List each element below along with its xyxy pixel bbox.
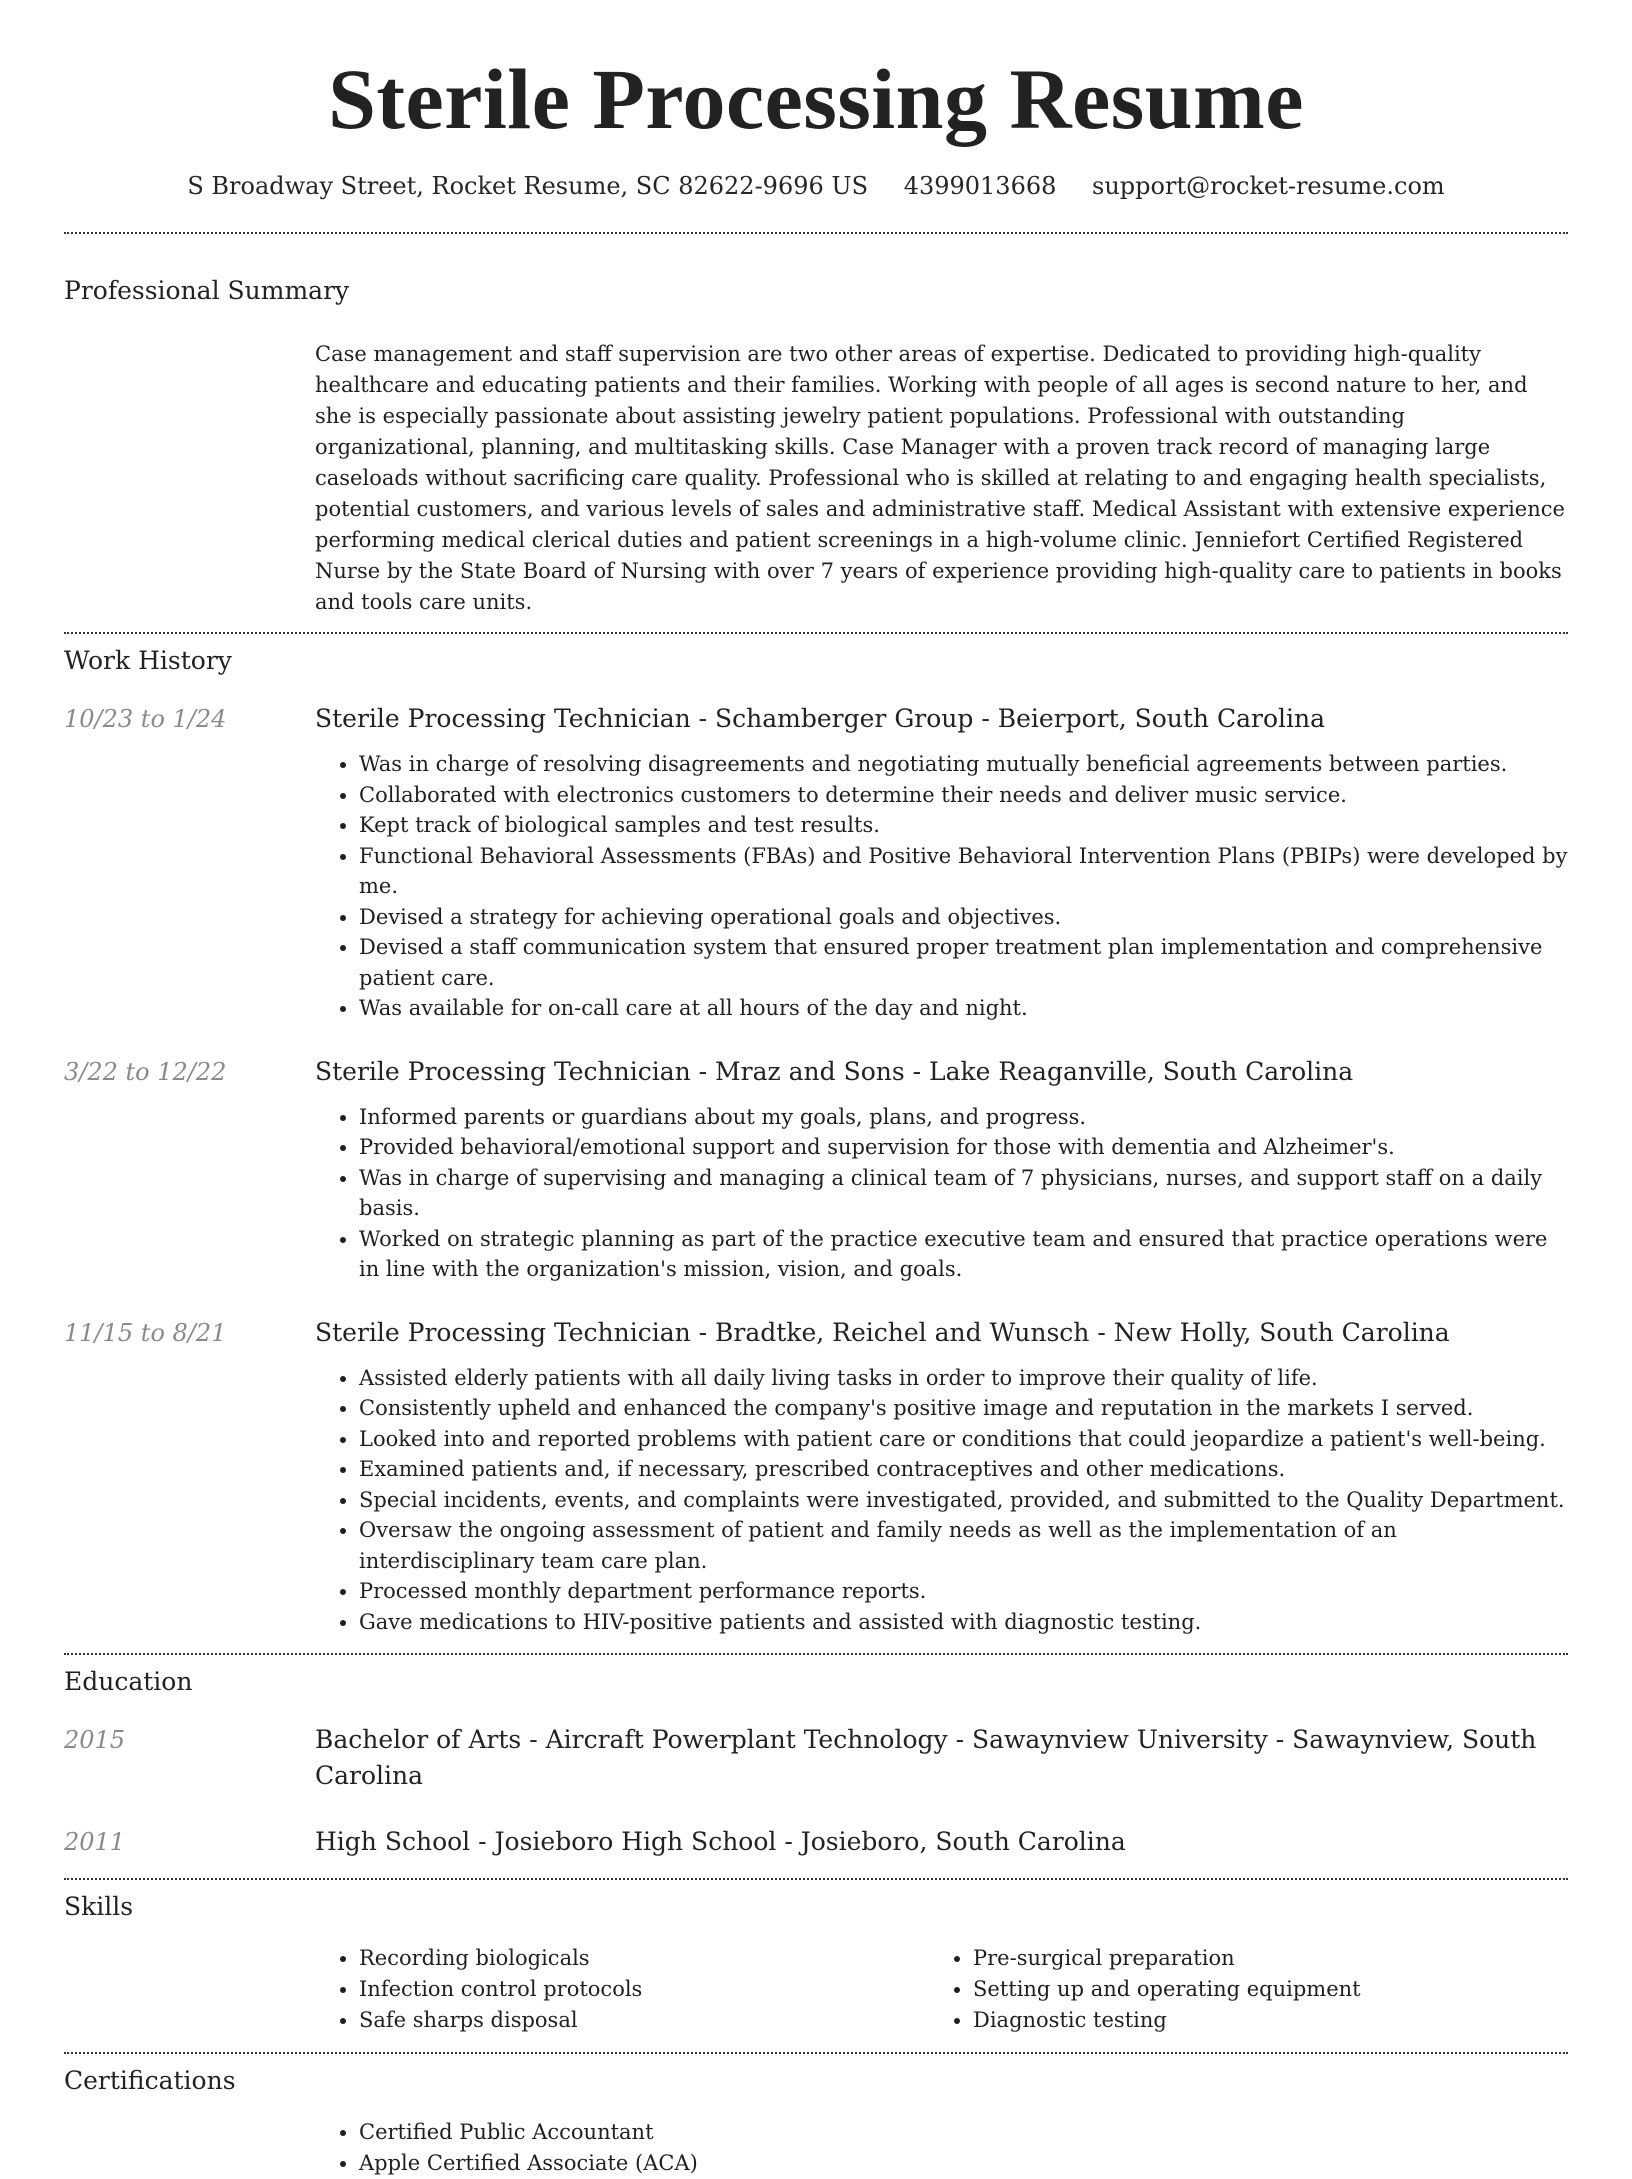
education-entry: [64, 1722, 1568, 1794]
contact-line: [64, 172, 1568, 200]
section-title-certifications: Certifications: [64, 2066, 236, 2095]
skill-item: • Recording biologicals: [359, 1943, 929, 1974]
skills-list-right: [929, 1943, 1543, 2036]
resume-page: [64, 0, 1568, 2179]
work-bullet-list: [315, 1363, 1568, 1638]
section-divider: [64, 632, 1568, 634]
work-date: 3/22 to 12/22: [64, 1057, 227, 1086]
work-bullet: • Worked on strategic planning as part of the practice executive team and ensured that practice operations were in line with the organization's mission, vision, and goals.: [359, 1224, 1568, 1285]
education-section: [64, 1667, 1568, 1860]
skill-item: • Infection control protocols: [359, 1974, 929, 2005]
work-bullet-list: [315, 749, 1568, 1024]
skill-item: • Setting up and operating equipment: [973, 1974, 1543, 2005]
education-entry: [64, 1824, 1568, 1860]
work-entry-body: [315, 1315, 1568, 1638]
work-bullet: • Informed parents or guardians about my goals, plans, and progress.: [359, 1102, 1568, 1133]
work-bullet: • Processed monthly department performance reports.: [359, 1576, 1568, 1607]
resume-title: Sterile Processing Resume: [328, 51, 1304, 147]
work-bullet: • Functional Behavioral Assessments (FBAs) and Positive Behavioral Intervention Plans (PBIPs) were developed by me.: [359, 841, 1568, 902]
work-heading: Sterile Processing Technician - Mraz and Sons - Lake Reaganville, South Carolina: [315, 1056, 1354, 1086]
education-heading: High School - Josieboro High School - Josieboro, South Carolina: [315, 1827, 1126, 1856]
certification-item: • Certified Public Accountant: [359, 2117, 1568, 2148]
phone-text: 4399013668: [903, 172, 1057, 200]
email-text: support@rocket-resume.com: [1092, 172, 1445, 200]
work-bullet: • Assisted elderly patients with all daily living tasks in order to improve their quality of life.: [359, 1363, 1568, 1394]
work-heading: Sterile Processing Technician - Bradtke, Reichel and Wunsch - New Holly, South Carolina: [315, 1317, 1450, 1347]
work-date: 11/15 to 8/21: [64, 1318, 227, 1347]
skill-item: • Diagnostic testing: [973, 2005, 1543, 2036]
certifications-section: [64, 2066, 1568, 2179]
work-bullet: • Oversaw the ongoing assessment of patient and family needs as well as the implementation of an interdisciplinary team care plan.: [359, 1515, 1568, 1576]
education-entries: [64, 1722, 1568, 1860]
certifications-block: [315, 2117, 1568, 2179]
work-bullet: • Was in charge of supervising and managing a clinical team of 7 physicians, nurses, and support staff on a daily basis.: [359, 1163, 1568, 1224]
education-entry-body: [315, 1824, 1568, 1860]
work-bullet: • Examined patients and, if necessary, prescribed contraceptives and other medications.: [359, 1454, 1568, 1485]
education-heading: Bachelor of Arts - Aircraft Powerplant Technology - Sawaynview University - Sawaynview, South Carolina: [315, 1725, 1537, 1790]
work-entry-body: [315, 1054, 1568, 1285]
work-entry: [64, 1315, 1568, 1638]
skill-item: • Safe sharps disposal: [359, 2005, 929, 2036]
work-bullet: • Gave medications to HIV-positive patients and assisted with diagnostic testing.: [359, 1607, 1568, 1638]
work-bullet: • Devised a strategy for achieving operational goals and objectives.: [359, 902, 1568, 933]
section-divider: [64, 2052, 1568, 2054]
work-bullet: • Special incidents, events, and complaints were investigated, provided, and submitted to the Quality Department.: [359, 1485, 1568, 1516]
section-title-skills: Skills: [64, 1892, 134, 1921]
education-entry-body: [315, 1722, 1568, 1794]
work-bullet: • Collaborated with electronics customers to determine their needs and deliver music service.: [359, 780, 1568, 811]
work-bullet: • Was in charge of resolving disagreements and negotiating mutually beneficial agreements between parties.: [359, 749, 1568, 780]
work-bullet: • Kept track of biological samples and test results.: [359, 810, 1568, 841]
section-divider: [64, 1878, 1568, 1880]
skills-section: [64, 1892, 1568, 2036]
work-section: [64, 646, 1568, 1637]
section-divider: [64, 232, 1568, 234]
work-entry: [64, 701, 1568, 1024]
work-bullet: • Was available for on-call care at all hours of the day and night.: [359, 993, 1568, 1024]
skills-columns: [315, 1943, 1568, 2036]
work-bullet: • Looked into and reported problems with patient care or conditions that could jeopardize a patient's well-being.: [359, 1424, 1568, 1455]
work-bullet: • Devised a staff communication system that ensured proper treatment plan implementation and comprehensive patient care.: [359, 932, 1568, 993]
section-title-summary: Professional Summary: [64, 276, 350, 305]
work-bullet: • Consistently upheld and enhanced the company's positive image and reputation in the markets I served.: [359, 1393, 1568, 1424]
work-bullet-list: [315, 1102, 1568, 1285]
work-date: 10/23 to 1/24: [64, 705, 227, 733]
skills-list-left: [315, 1943, 929, 2036]
address-text: S Broadway Street, Rocket Resume, SC 82622-9696 US: [187, 172, 869, 200]
certification-item: • Apple Certified Associate (ACA): [359, 2148, 1568, 2179]
work-entry: [64, 1054, 1568, 1285]
education-date: 2011: [64, 1828, 126, 1856]
work-bullet: • Provided behavioral/emotional support and supervision for those with dementia and Alzheimer's.: [359, 1132, 1568, 1163]
summary-text: Case management and staff supervision are two other areas of expertise. Dedicated to providing high-quality healthcare and educating patients and their families. Working with people of all ages is second nature to her, and she is especially passionate about assisting jewelry patient populations. Professional with outstanding organizational, planning, and multitasking skills. Case Manager with a proven track record of managing large caseloads without sacrificing care quality. Professional who is skilled at relating to and engaging health specialists, potential customers, and various levels of sales and administrative staff. Medical Assistant with extensive experience performing medical clerical duties and patient screenings in a high-volume clinic. Jenniefort Certified Registered Nurse by the State Board of Nursing with over 7 years of experience providing high-quality care to patients in books and tools care units.: [315, 342, 1565, 614]
work-heading: Sterile Processing Technician - Schamberger Group - Beierport, South Carolina: [315, 704, 1326, 733]
section-divider: [64, 1653, 1568, 1655]
certifications-list: [315, 2117, 1568, 2179]
education-date: 2015: [64, 1726, 126, 1754]
section-title-work: Work History: [64, 646, 232, 675]
section-title-education: Education: [64, 1667, 193, 1696]
summary-section: [64, 276, 1568, 618]
work-entries: [64, 701, 1568, 1637]
work-entry-body: [315, 701, 1568, 1024]
skill-item: • Pre-surgical preparation: [973, 1943, 1543, 1974]
